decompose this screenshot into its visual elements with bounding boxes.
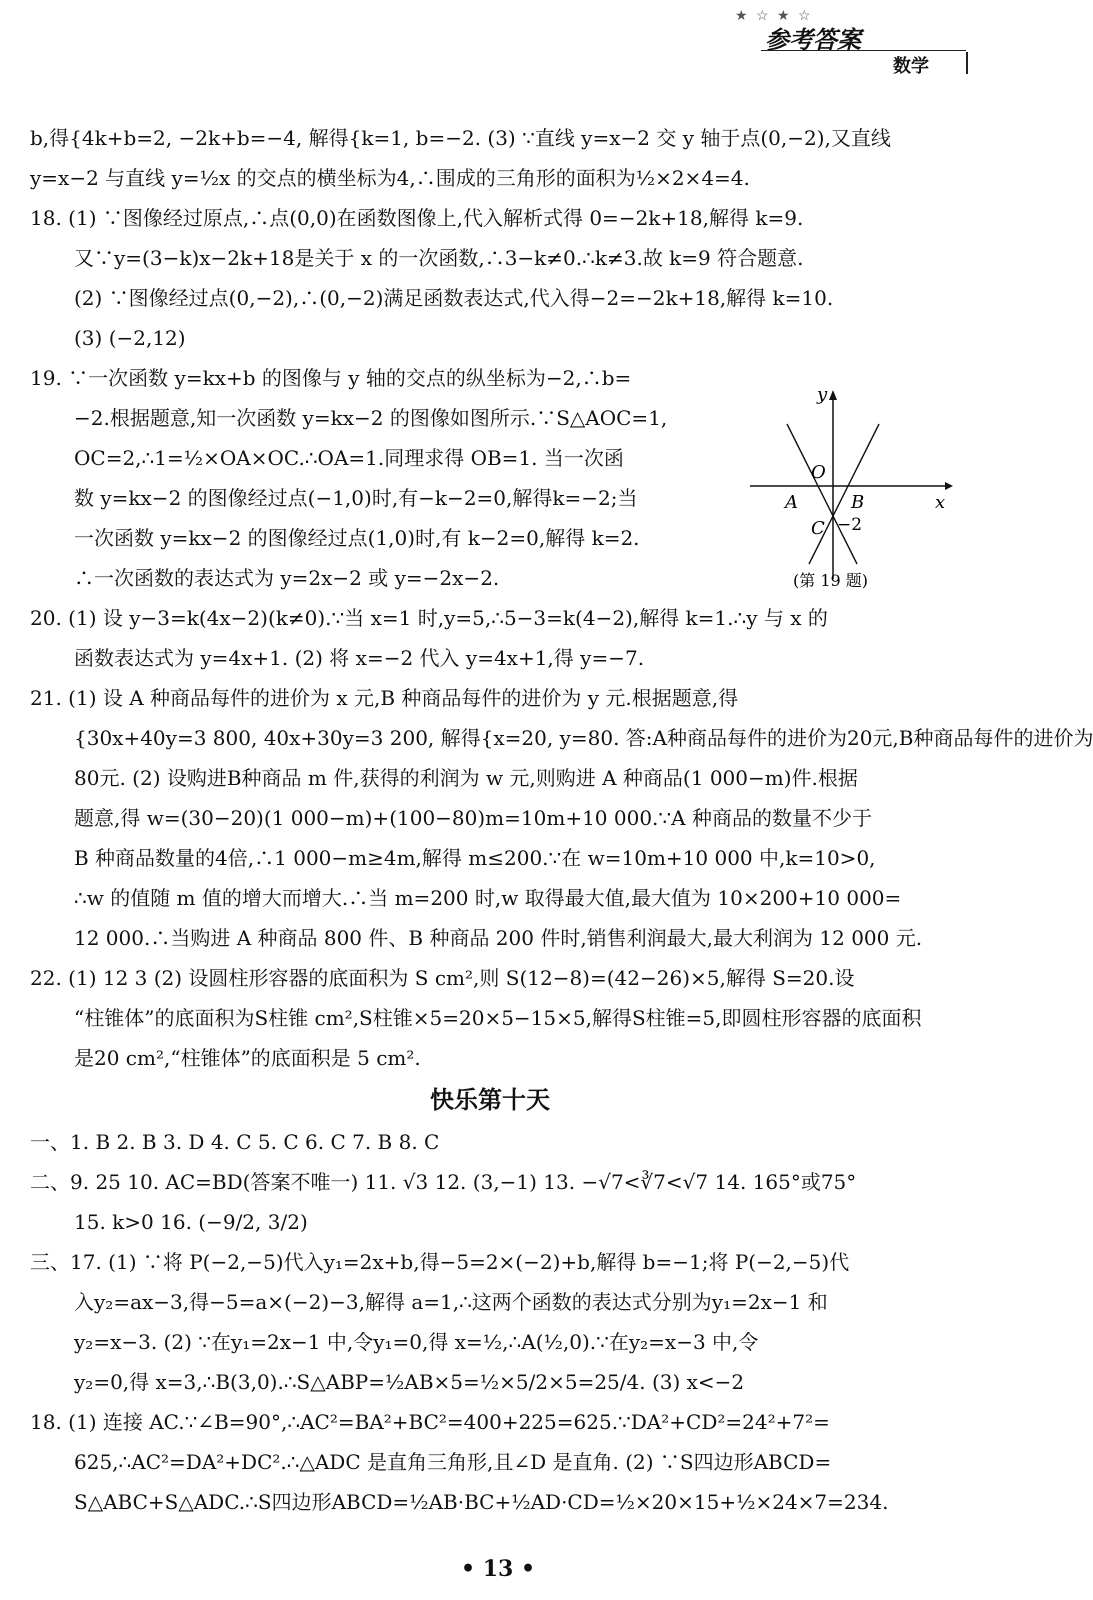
label-a: A xyxy=(785,492,798,513)
stars-icon: ★ ☆ ★ ☆ xyxy=(735,8,813,24)
answer-line: y₂=x−3. (2) ∵在y₁=2x−1 中,令y₁=0,得 x=½,∴A(½,0).∵在y₂=x−3 中,令 xyxy=(74,1330,759,1354)
page-number: • 13 • xyxy=(460,1556,536,1582)
line-y-2x-minus2 xyxy=(809,424,879,564)
answer-line: 数 y=kx−2 的图像经过点(−1,0)时,有−k−2=0,解得k=−2;当 xyxy=(74,486,638,510)
section-title: 快乐第十天 xyxy=(430,1085,550,1114)
label-minus2: −2 xyxy=(837,515,863,535)
header-rule xyxy=(761,50,966,51)
answer-line: ∴w 的值随 m 值的增大而增大.∴当 m=200 时,w 取得最大值,最大值为 10×200+10 000= xyxy=(74,886,902,910)
label-b: B xyxy=(851,492,865,513)
label-o: O xyxy=(811,462,826,483)
answer-line: {30x+40y=3 800, 40x+30y=3 200, 解得{x=20, y=80. 答:A种商品每件的进价为20元,B种商品每件的进价为 xyxy=(74,726,1093,750)
answer-content xyxy=(30,118,1093,1522)
answer-line: 入y₂=ax−3,得−5=a×(−2)−3,解得 a=1,∴这两个函数的表达式分别为y₁=2x−1 和 xyxy=(74,1290,828,1314)
header-subject: 数学 xyxy=(893,56,929,77)
answer-line: −2.根据题意,知一次函数 y=kx−2 的图像如图所示.∵S△AOC=1, xyxy=(74,406,668,430)
x-arrow-icon xyxy=(945,482,953,490)
answer-line: S△ABC+S△ADC.∴S四边形ABCD=½AB·BC+½AD·CD=½×20×15+½×24×7=234. xyxy=(74,1490,889,1514)
figure-caption: (第 19 题) xyxy=(793,571,869,590)
label-y: y xyxy=(817,384,828,405)
answer-line: 12 000.∴当购进 A 种商品 800 件、B 种商品 200 件时,销售利润最大,最大利润为 12 000 元. xyxy=(74,926,923,950)
y-arrow-icon xyxy=(829,390,837,400)
answer-line: OC=2,∴1=½×OA×OC.∴OA=1.同理求得 OB=1. 当一次函 xyxy=(74,446,624,470)
answer-line: (2) ∵图像经过点(0,−2),∴(0,−2)满足函数表达式,代入得−2=−2k+18,解得 k=10. xyxy=(74,286,834,310)
answer-line: 22. (1) 12 3 (2) 设圆柱形容器的底面积为 S cm²,则 S(12−8)=(42−26)×5,解得 S=20.设 xyxy=(30,966,855,990)
answer-line: “柱锥体”的底面积为S柱锥 cm²,S柱锥×5=20×5−15×5,解得S柱锥=5,即圆柱形容器的底面积 xyxy=(74,1006,922,1030)
answer-line: B 种商品数量的4倍,∴1 000−m≥4m,解得 m≤200.∵在 w=10m+10 000 中,k=10>0, xyxy=(74,846,876,870)
label-c: C xyxy=(811,518,825,539)
answer-line: 20. (1) 设 y−3=k(4x−2)(k≠0).∵当 x=1 时,y=5,∴5−3=k(4−2),解得 k=1.∴y 与 x 的 xyxy=(30,606,828,630)
answer-line: y₂=0,得 x=3,∴B(3,0).∴S△ABP=½AB×5=½×5/2×5=25/4. (3) x<−2 xyxy=(74,1370,745,1394)
answer-line: 18. (1) ∵图像经过原点,∴点(0,0)在函数图像上,代入解析式得 0=−2k+18,解得 k=9. xyxy=(30,206,804,230)
figure-19 xyxy=(745,384,955,594)
answer-line: (3) (−2,12) xyxy=(74,326,186,350)
answer-line: 625,∴AC²=DA²+DC².∴△ADC 是直角三角形,且∠D 是直角. (2) ∵S四边形ABCD= xyxy=(74,1450,832,1474)
answer-line: 15. k>0 16. (−9/2, 3/2) xyxy=(74,1210,308,1234)
answer-line: y=x−2 与直线 y=½x 的交点的横坐标为4,∴围成的三角形的面积为½×2×4=4. xyxy=(30,166,750,190)
label-x: x xyxy=(935,492,946,513)
answer-line: 一、1. B 2. B 3. D 4. C 5. C 6. C 7. B 8. C xyxy=(30,1130,440,1154)
answer-line: 又∵y=(3−k)x−2k+18是关于 x 的一次函数,∴3−k≠0.∴k≠3.故 k=9 符合题意. xyxy=(74,246,804,270)
answer-line: 是20 cm²,“柱锥体”的底面积是 5 cm². xyxy=(74,1046,421,1070)
answer-line: 题意,得 w=(30−20)(1 000−m)+(100−80)m=10m+10 000.∵A 种商品的数量不少于 xyxy=(74,806,872,830)
answer-line: 函数表达式为 y=4x+1. (2) 将 x=−2 代入 y=4x+1,得 y=−7. xyxy=(74,646,645,670)
answer-line: 一次函数 y=kx−2 的图像经过点(1,0)时,有 k−2=0,解得 k=2. xyxy=(74,526,640,550)
answer-line: 二、9. 25 10. AC=BD(答案不唯一) 11. √3 12. (3,−1) 13. −√7<∛7<√7 14. 165°或75° xyxy=(30,1170,857,1194)
answer-line: 三、17. (1) ∵将 P(−2,−5)代入y₁=2x+b,得−5=2×(−2)+b,解得 b=−1;将 P(−2,−5)代 xyxy=(30,1250,850,1274)
page-header xyxy=(735,8,975,77)
answer-line: 18. (1) 连接 AC.∵∠B=90°,∴AC²=BA²+BC²=400+225=625.∵DA²+CD²=24²+7²= xyxy=(30,1410,830,1434)
answer-line: 80元. (2) 设购进B种商品 m 件,获得的利润为 w 元,则购进 A 种商品(1 000−m)件.根据 xyxy=(74,766,858,790)
answer-line: 19. ∵一次函数 y=kx+b 的图像与 y 轴的交点的纵坐标为−2,∴b= xyxy=(30,366,632,390)
header-title: 参考答案 xyxy=(765,26,861,54)
answer-line: 21. (1) 设 A 种商品每件的进价为 x 元,B 种商品每件的进价为 y 元.根据题意,得 xyxy=(30,686,739,710)
answer-line: ∴一次函数的表达式为 y=2x−2 或 y=−2x−2. xyxy=(74,566,500,590)
header-bar xyxy=(966,52,968,74)
answer-line: b,得{4k+b=2, −2k+b=−4, 解得{k=1, b=−2. (3) ∵直线 y=x−2 交 y 轴于点(0,−2),又直线 xyxy=(30,126,891,150)
